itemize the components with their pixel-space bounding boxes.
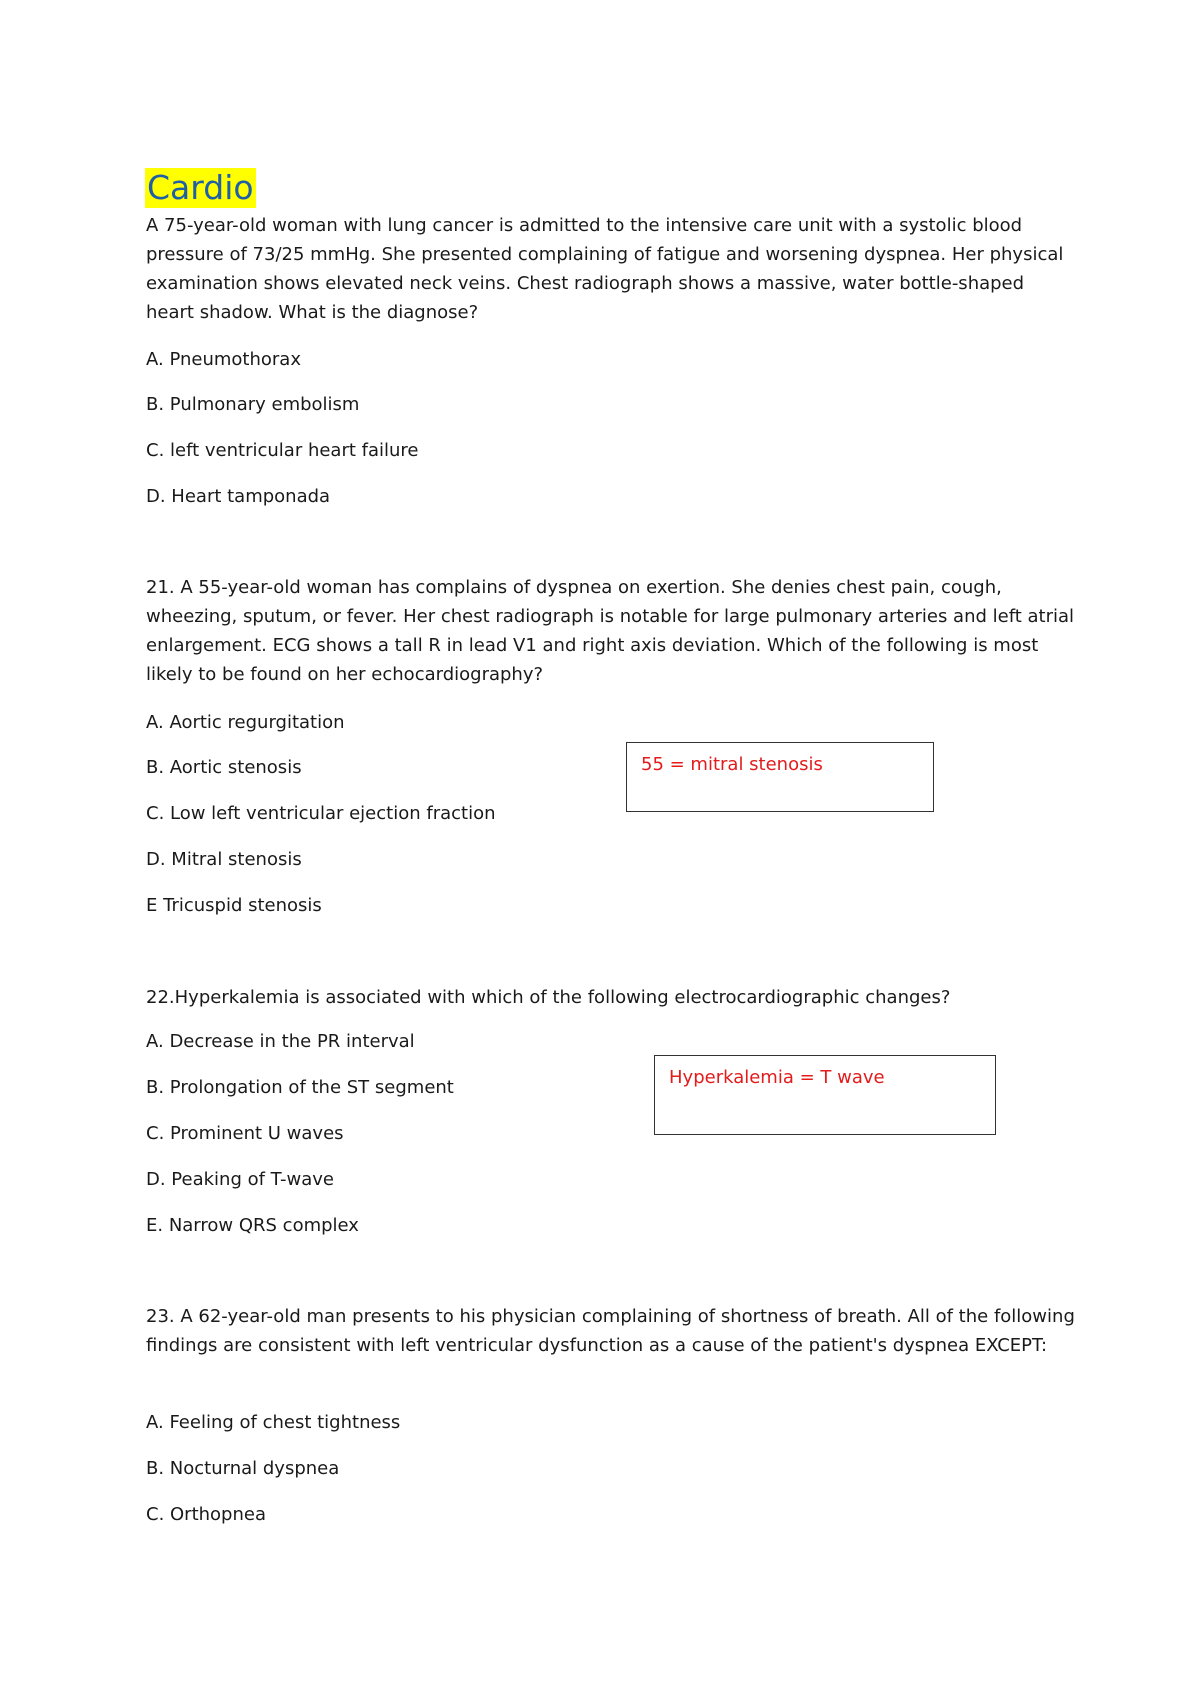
answer-option: C. Orthopnea bbox=[146, 1504, 266, 1525]
annotation-box bbox=[626, 742, 934, 812]
annotation-box bbox=[654, 1055, 996, 1135]
annotation-text: Hyperkalemia = T wave bbox=[669, 1067, 885, 1088]
answer-option: D. Heart tamponada bbox=[146, 486, 331, 507]
answer-option: B. Prolongation of the ST segment bbox=[146, 1077, 454, 1098]
answer-option: B. Aortic stenosis bbox=[146, 757, 302, 778]
answer-option: C. Prominent U waves bbox=[146, 1123, 344, 1144]
answer-option: B. Nocturnal dyspnea bbox=[146, 1458, 340, 1479]
question-stem: 22.Hyperkalemia is associated with which of the following electrocardiographic changes? bbox=[146, 987, 951, 1008]
answer-option: A. Decrease in the PR interval bbox=[146, 1031, 415, 1052]
answer-option: E Tricuspid stenosis bbox=[146, 895, 322, 916]
page-title: Cardio bbox=[147, 168, 254, 207]
answer-option: A. Pneumothorax bbox=[146, 349, 301, 370]
question-stem: 21. A 55-year-old woman has complains of dyspnea on exertion. She denies chest pain, cough, wheezing, sputum, or fever. Her chest radiograph is notable for large pulmonary arteries and left atrial enlargement. ECG shows a tall R in lead V1 and right axis deviation. Which of the following is most likely to be found on her echocardiography? bbox=[146, 577, 1075, 685]
annotation-text: 55 = mitral stenosis bbox=[641, 754, 823, 775]
answer-option: C. Low left ventricular ejection fraction bbox=[146, 803, 496, 824]
answer-option: A. Feeling of chest tightness bbox=[146, 1412, 401, 1433]
answer-option: B. Pulmonary embolism bbox=[146, 394, 360, 415]
answer-option: E. Narrow QRS complex bbox=[146, 1215, 359, 1236]
question-stem: A 75-year-old woman with lung cancer is admitted to the intensive care unit with a systolic blood pressure of 73/25 mmHg. She presented complaining of fatigue and worsening dyspnea. Her physical examination shows elevated neck veins. Chest radiograph shows a massive, water bottle-shaped heart shadow. What is the diagnose? bbox=[146, 215, 1064, 323]
answer-option: C. left ventricular heart failure bbox=[146, 440, 419, 461]
answer-option: D. Mitral stenosis bbox=[146, 849, 302, 870]
question-stem: 23. A 62-year-old man presents to his physician complaining of shortness of breath. All of the following findings are consistent with left ventricular dysfunction as a cause of the patient's dyspnea EXCEPT: bbox=[146, 1306, 1075, 1356]
answer-option: D. Peaking of T-wave bbox=[146, 1169, 334, 1190]
answer-option: A. Aortic regurgitation bbox=[146, 712, 345, 733]
